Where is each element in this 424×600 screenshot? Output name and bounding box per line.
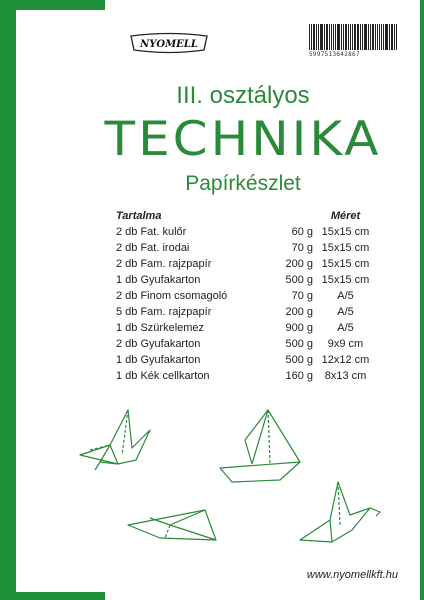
row-size: A/5 — [337, 290, 354, 302]
contents-row — [116, 224, 378, 240]
contents-row — [116, 288, 378, 304]
origami-bird-icon — [300, 482, 380, 542]
row-size: A/5 — [337, 306, 354, 318]
row-item: 5 db Fam. rajzpapír — [116, 306, 212, 318]
product-title: TECHNIKA — [104, 111, 382, 167]
brand-logo — [128, 32, 210, 54]
row-weight: 500 g — [285, 338, 313, 350]
row-size: 15x15 cm — [321, 226, 370, 238]
row-size: 15x15 cm — [321, 242, 370, 254]
row-weight: 200 g — [285, 258, 313, 270]
row-size: A/5 — [337, 322, 354, 334]
row-size: 12x12 cm — [321, 354, 370, 366]
barcode-number: 5997513642867 — [309, 51, 360, 58]
contents-header — [116, 208, 378, 224]
barcode-bars — [309, 24, 397, 50]
contents-table — [116, 208, 378, 384]
contents-row — [116, 304, 378, 320]
logo-text: NYOMELL — [140, 39, 198, 50]
origami-plane-icon — [128, 510, 216, 540]
product-subtitle: Papírkészlet — [185, 172, 301, 195]
origami-crane-icon — [80, 410, 150, 470]
row-size: 8x13 cm — [324, 370, 367, 382]
row-item: 2 db Fat. kulőr — [116, 226, 187, 238]
header-size: Méret — [330, 210, 361, 222]
contents-row — [116, 272, 378, 288]
contents-row — [116, 256, 378, 272]
row-size: 15x15 cm — [321, 258, 370, 270]
row-item: 1 db Gyufakarton — [116, 274, 201, 286]
row-weight: 70 g — [291, 242, 313, 254]
contents-row — [116, 320, 378, 336]
contents-row — [116, 240, 378, 256]
row-item: 2 db Fam. rajzpapír — [116, 258, 212, 270]
barcode — [309, 24, 397, 60]
row-weight: 160 g — [285, 370, 313, 382]
contents-row — [116, 352, 378, 368]
row-item: 1 db Gyufakarton — [116, 354, 201, 366]
row-weight: 500 g — [285, 274, 313, 286]
row-size: 15x15 cm — [321, 274, 370, 286]
contents-row — [116, 336, 378, 352]
row-item: 1 db Szürkelemez — [116, 322, 205, 334]
origami-boat-icon — [220, 410, 300, 482]
contents-rows — [116, 224, 378, 384]
nyomell-logo-icon — [128, 32, 210, 54]
row-weight: 500 g — [285, 354, 313, 366]
origami-illustrations — [70, 400, 410, 560]
row-item: 2 db Gyufakarton — [116, 338, 201, 350]
grade-label: III. osztályos — [176, 82, 310, 109]
row-item: 1 db Kék cellkarton — [116, 370, 210, 382]
row-weight: 900 g — [285, 322, 313, 334]
contents-row — [116, 368, 378, 384]
row-weight: 70 g — [291, 290, 313, 302]
header-contents: Tartalma — [116, 210, 162, 222]
row-item: 2 db Fat. irodai — [116, 242, 190, 254]
row-weight: 200 g — [285, 306, 313, 318]
row-item: 2 db Finom csomagoló — [116, 290, 228, 302]
website-url: www.nyomellkft.hu — [306, 569, 398, 581]
row-weight: 60 g — [291, 226, 313, 238]
row-size: 9x9 cm — [327, 338, 364, 350]
